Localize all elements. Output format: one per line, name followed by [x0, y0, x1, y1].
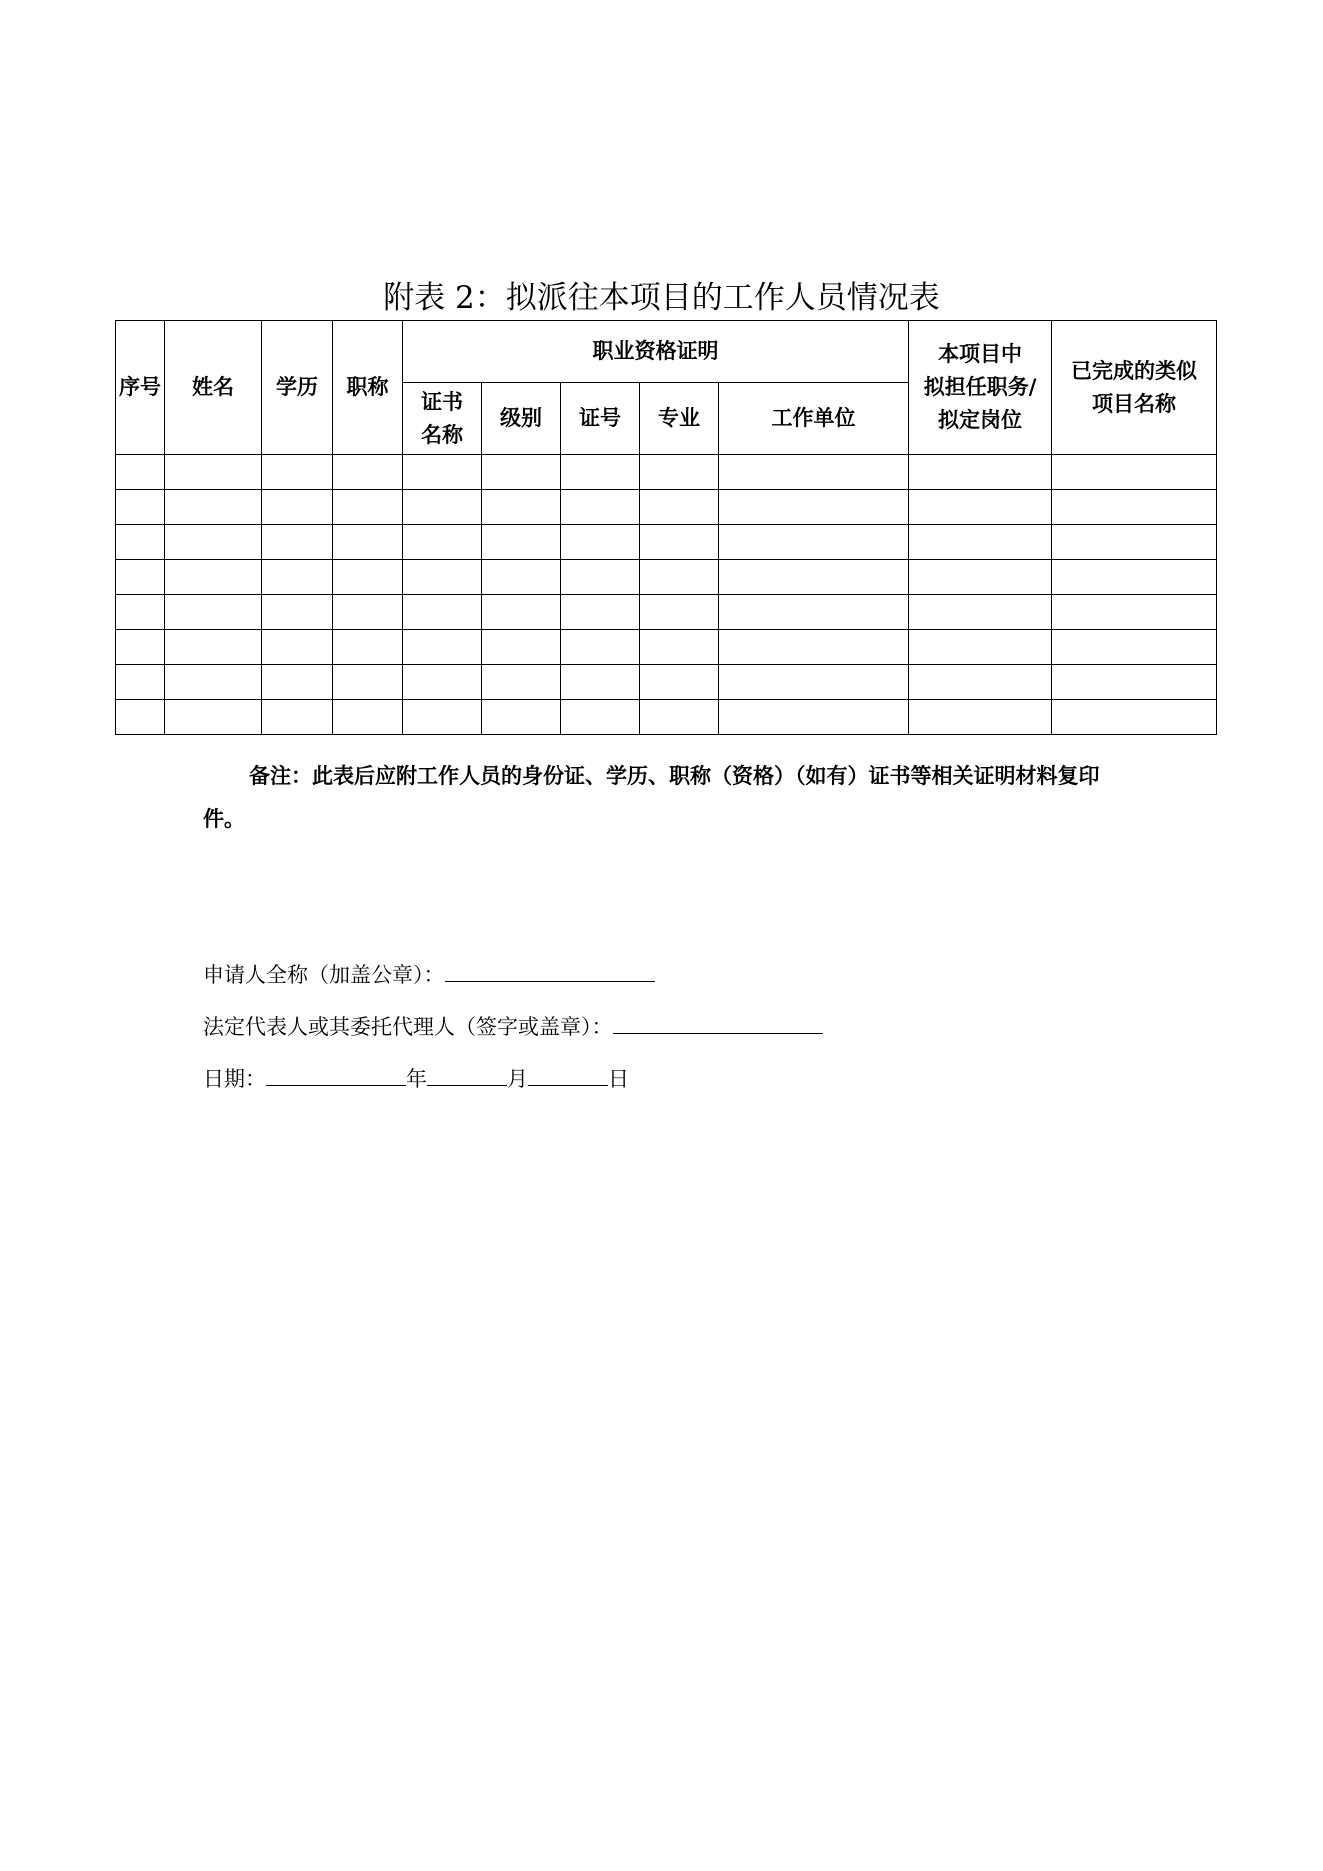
table-cell[interactable] — [403, 560, 482, 595]
table-cell[interactable] — [640, 490, 719, 525]
table-cell[interactable] — [909, 630, 1052, 665]
header-qualification: 职业资格证明 — [403, 321, 909, 383]
header-level: 级别 — [482, 383, 561, 455]
table-cell[interactable] — [262, 455, 333, 490]
header-name: 姓名 — [165, 321, 262, 455]
table-cell[interactable] — [909, 525, 1052, 560]
table-cell[interactable] — [165, 630, 262, 665]
table-cell[interactable] — [640, 700, 719, 735]
table-cell[interactable] — [403, 455, 482, 490]
table-cell[interactable] — [333, 595, 403, 630]
header-work-unit: 工作单位 — [719, 383, 909, 455]
table-cell[interactable] — [403, 525, 482, 560]
header-seq: 序号 — [116, 321, 165, 455]
table-cell[interactable] — [482, 560, 561, 595]
applicant-label: 申请人全称（加盖公章）： — [203, 963, 445, 987]
table-cell[interactable] — [1052, 665, 1217, 700]
table-cell[interactable] — [482, 595, 561, 630]
header-cert-name: 证书 名称 — [403, 383, 482, 455]
table-cell[interactable] — [561, 525, 640, 560]
table-cell[interactable] — [262, 525, 333, 560]
table-row — [116, 595, 1217, 630]
signature-block — [203, 949, 823, 1105]
table-body — [116, 455, 1217, 735]
table-cell[interactable] — [1052, 700, 1217, 735]
table-cell[interactable] — [333, 665, 403, 700]
table-cell[interactable] — [719, 665, 909, 700]
table-cell[interactable] — [561, 560, 640, 595]
table-cell[interactable] — [482, 630, 561, 665]
table-cell[interactable] — [165, 525, 262, 560]
table-cell[interactable] — [262, 560, 333, 595]
table-row — [116, 665, 1217, 700]
applicant-line — [203, 949, 823, 1001]
table-cell[interactable] — [909, 560, 1052, 595]
table-cell[interactable] — [262, 665, 333, 700]
table-cell[interactable] — [719, 595, 909, 630]
table-note: 备注：此表后应附工作人员的身份证、学历、职称（资格）（如有）证书等相关证明材料复印件。 — [203, 764, 1100, 831]
table-cell[interactable] — [1052, 595, 1217, 630]
table-cell[interactable] — [116, 700, 165, 735]
table-cell[interactable] — [909, 455, 1052, 490]
table-cell[interactable] — [561, 490, 640, 525]
table-cell[interactable] — [482, 700, 561, 735]
table-cell[interactable] — [116, 490, 165, 525]
table-cell[interactable] — [333, 490, 403, 525]
table-cell[interactable] — [561, 665, 640, 700]
table-cell[interactable] — [165, 700, 262, 735]
applicant-blank[interactable] — [445, 963, 655, 982]
table-cell[interactable] — [116, 665, 165, 700]
table-cell[interactable] — [1052, 560, 1217, 595]
table-cell[interactable] — [165, 595, 262, 630]
year-blank[interactable] — [266, 1067, 406, 1086]
table-cell[interactable] — [403, 700, 482, 735]
table-cell[interactable] — [116, 595, 165, 630]
table-cell[interactable] — [403, 665, 482, 700]
header-title: 职称 — [333, 321, 403, 455]
table-cell[interactable] — [403, 630, 482, 665]
table-cell[interactable] — [333, 455, 403, 490]
month-label: 月 — [507, 1067, 528, 1091]
table-cell[interactable] — [116, 630, 165, 665]
table-cell[interactable] — [403, 490, 482, 525]
representative-line — [203, 1001, 823, 1053]
table-cell[interactable] — [116, 560, 165, 595]
table-cell[interactable] — [640, 525, 719, 560]
table-cell[interactable] — [909, 700, 1052, 735]
table-cell[interactable] — [640, 455, 719, 490]
table-cell[interactable] — [165, 665, 262, 700]
table-cell[interactable] — [116, 455, 165, 490]
table-cell[interactable] — [1052, 630, 1217, 665]
page-title: 附表 2：拟派往本项目的工作人员情况表 — [383, 280, 940, 316]
header-similar-projects: 已完成的类似 项目名称 — [1052, 321, 1217, 455]
header-education: 学历 — [262, 321, 333, 455]
table-cell[interactable] — [165, 455, 262, 490]
table-cell[interactable] — [165, 560, 262, 595]
representative-label: 法定代表人或其委托代理人（签字或盖章）： — [203, 1015, 613, 1039]
table-row — [116, 490, 1217, 525]
table-cell[interactable] — [1052, 525, 1217, 560]
staff-table — [115, 320, 1217, 735]
table-cell[interactable] — [333, 525, 403, 560]
table-row — [116, 525, 1217, 560]
table-cell[interactable] — [561, 700, 640, 735]
table-cell[interactable] — [640, 595, 719, 630]
table-cell[interactable] — [333, 560, 403, 595]
table-cell[interactable] — [482, 525, 561, 560]
header-major: 专业 — [640, 383, 719, 455]
table-cell[interactable] — [719, 455, 909, 490]
table-cell[interactable] — [333, 630, 403, 665]
table-cell[interactable] — [640, 560, 719, 595]
table-cell[interactable] — [482, 455, 561, 490]
table-cell[interactable] — [909, 595, 1052, 630]
header-position: 本项目中 拟担任职务/ 拟定岗位 — [909, 321, 1052, 455]
table-cell[interactable] — [719, 560, 909, 595]
table-row — [116, 455, 1217, 490]
table-cell[interactable] — [1052, 455, 1217, 490]
table-cell[interactable] — [262, 595, 333, 630]
table-cell[interactable] — [333, 700, 403, 735]
table-cell[interactable] — [1052, 490, 1217, 525]
year-label: 年 — [406, 1067, 427, 1091]
table-cell[interactable] — [719, 490, 909, 525]
day-label: 日 — [608, 1067, 629, 1091]
table-cell[interactable] — [482, 490, 561, 525]
table-cell[interactable] — [482, 665, 561, 700]
date-label: 日期： — [203, 1067, 266, 1091]
table-cell[interactable] — [561, 630, 640, 665]
table-cell[interactable] — [561, 455, 640, 490]
table-cell[interactable] — [640, 665, 719, 700]
month-blank[interactable] — [427, 1067, 507, 1086]
table-cell[interactable] — [262, 490, 333, 525]
table-cell[interactable] — [719, 630, 909, 665]
representative-blank[interactable] — [613, 1015, 823, 1034]
table-cell[interactable] — [262, 700, 333, 735]
table-cell[interactable] — [116, 525, 165, 560]
table-cell[interactable] — [719, 525, 909, 560]
table-cell[interactable] — [262, 630, 333, 665]
table-cell[interactable] — [403, 595, 482, 630]
table-cell[interactable] — [165, 490, 262, 525]
table-row — [116, 700, 1217, 735]
table-row — [116, 560, 1217, 595]
table-cell[interactable] — [719, 700, 909, 735]
table-cell[interactable] — [561, 595, 640, 630]
table-cell[interactable] — [640, 630, 719, 665]
header-cert-no: 证号 — [561, 383, 640, 455]
table-row — [116, 630, 1217, 665]
table-cell[interactable] — [909, 665, 1052, 700]
day-blank[interactable] — [528, 1067, 608, 1086]
date-line — [203, 1053, 823, 1105]
table-cell[interactable] — [909, 490, 1052, 525]
